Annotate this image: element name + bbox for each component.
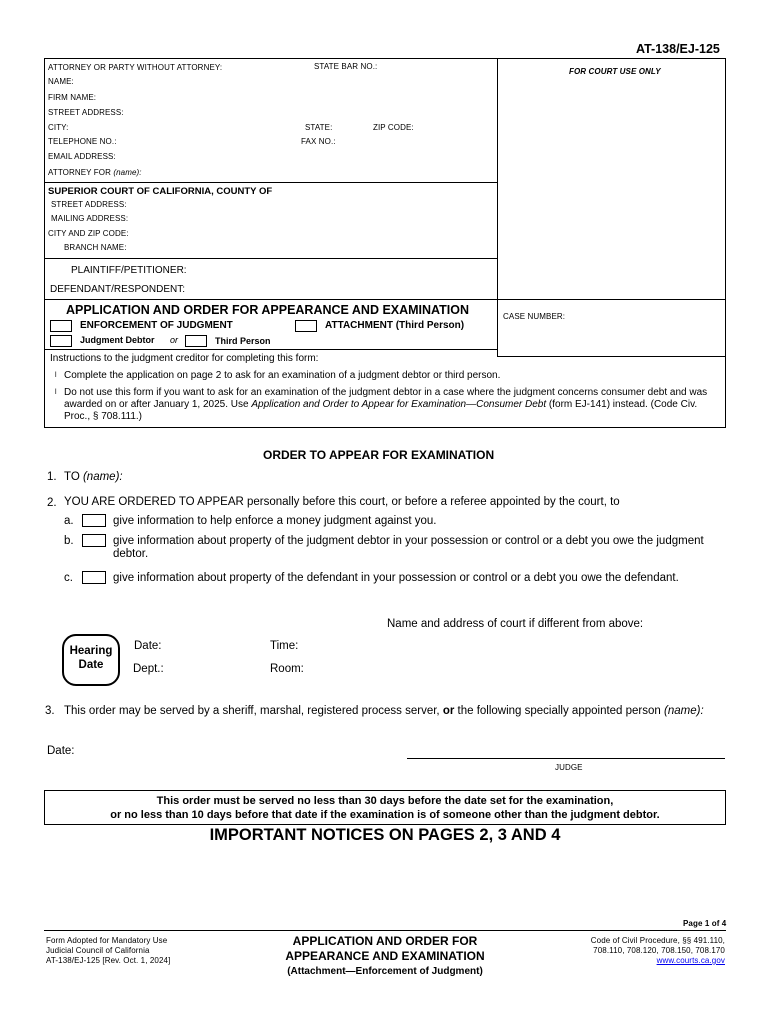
defendant-label[interactable]: DEFENDANT/RESPONDENT: [50, 284, 186, 295]
court-city-label[interactable]: CITY AND ZIP CODE: [48, 229, 129, 238]
form-adopted [46, 936, 170, 966]
instruction-2-form-title: Application and Order to Appear for Examination—Consumer Debt [251, 399, 547, 410]
hearing-time-label[interactable]: Time: [270, 640, 299, 652]
item-c-label: c. [64, 572, 73, 584]
street-label[interactable]: STREET ADDRESS: [48, 108, 124, 117]
item-b-line1: give information about property of the judgment debtor in your possession or control or a debt you owe the judgment [113, 535, 704, 547]
instruction-2-line2-a: awarded on or after January 1, 2025. Use [64, 399, 252, 410]
attorney-for-name: (name): [113, 168, 142, 177]
item-b-label: b. [64, 535, 74, 547]
plaintiff-label[interactable]: PLAINTIFF/PETITIONER: [71, 265, 187, 276]
item-2-number: 2. [47, 497, 57, 509]
hearing-room-label[interactable]: Room: [270, 663, 304, 675]
fax-label[interactable]: FAX NO.: [301, 137, 336, 146]
notice-line2: or no less than 10 days before that date if the examination is of someone other than the judgment debtor. [110, 809, 660, 821]
case-number-label[interactable]: CASE NUMBER: [503, 312, 566, 321]
third-person-checkbox[interactable] [185, 335, 207, 347]
bullet-1: l [55, 372, 57, 379]
judge-signature-line[interactable] [407, 758, 725, 759]
app-title: APPLICATION AND ORDER FOR APPEARANCE AND EXAMINATION [66, 303, 470, 317]
attorney-for-label[interactable] [48, 168, 142, 177]
court-use-divider [497, 58, 498, 356]
item-3-number: 3. [45, 705, 55, 717]
code-references [591, 936, 725, 966]
item-c-text: give information about property of the defendant in your possession or control or a debt you owe the defendant. [113, 572, 679, 584]
court-mailing-label[interactable]: MAILING ADDRESS: [51, 214, 129, 223]
item-c-checkbox[interactable] [82, 571, 106, 584]
judgment-debtor-checkbox[interactable] [50, 335, 72, 347]
email-label[interactable]: EMAIL ADDRESS: [48, 152, 116, 161]
form-number: AT-138/EJ-125 [636, 42, 720, 56]
hearing-date-label[interactable]: Date: [134, 640, 162, 652]
order-heading: ORDER TO APPEAR FOR EXAMINATION [263, 448, 495, 462]
judge-label: JUDGE [555, 763, 583, 772]
third-person-label: Third Person [215, 336, 271, 346]
item-3-text-b: the following specially appointed person [454, 705, 665, 717]
notice-line1: This order must be served no less than 30 days before the date set for the examination, [156, 795, 614, 807]
zip-label[interactable]: ZIP CODE: [373, 123, 414, 132]
item-b-text [113, 535, 713, 560]
state-label[interactable]: STATE: [305, 123, 333, 132]
court-title: SUPERIOR COURT OF CALIFORNIA, COUNTY OF [48, 186, 273, 197]
city-label[interactable]: CITY: [48, 123, 69, 132]
code-line2: 708.110, 708.120, 708.150, 708.170 [593, 946, 725, 955]
branch-label[interactable]: BRANCH NAME: [64, 243, 127, 252]
footer-title [235, 934, 535, 979]
hearing-date-badge [62, 634, 120, 686]
firm-label[interactable]: FIRM NAME: [48, 93, 97, 102]
item-3-text-a: This order may be served by a sheriff, marshal, registered process server, [64, 705, 443, 717]
item-1-name-label: (name): [82, 471, 123, 483]
important-notice: IMPORTANT NOTICES ON PAGES 2, 3 AND 4 [209, 826, 561, 844]
item-a-label: a. [64, 515, 74, 527]
attorney-label: ATTORNEY OR PARTY WITHOUT ATTORNEY: [48, 63, 223, 72]
instruction-1: Complete the application on page 2 to ask for an examination of a judgment debtor or third person. [64, 370, 501, 381]
footer-title-line2: APPEARANCE AND EXAMINATION [285, 949, 485, 963]
instructions-heading: Instructions to the judgment creditor for completing this form: [50, 353, 319, 364]
hearing-dept-label[interactable]: Dept.: [133, 663, 164, 675]
or-label: or [170, 335, 179, 345]
courts-website-link[interactable]: www.courts.ca.gov [656, 956, 725, 965]
name-label[interactable]: NAME: [48, 77, 74, 86]
sign-date-label[interactable]: Date: [47, 745, 75, 757]
judgment-debtor-label: Judgment Debtor [80, 335, 155, 345]
instruction-2 [64, 387, 724, 422]
item-1-to: TO [64, 471, 83, 483]
form-adopted-line3: AT-138/EJ-125 [Rev. Oct. 1, 2024] [46, 956, 171, 965]
item-3-name-label: (name): [664, 705, 704, 717]
attachment-label: ATTACHMENT (Third Person) [325, 320, 465, 331]
hearing-line1: Hearing [69, 645, 113, 657]
form-adopted-line2: Judicial Council of California [46, 946, 150, 955]
form-adopted-line1: Form Adopted for Mandatory Use [46, 936, 168, 945]
bullet-2: l [55, 389, 57, 396]
enforcement-checkbox[interactable] [50, 320, 72, 332]
instruction-2-line3: Proc., § 708.111.) [64, 411, 143, 422]
attachment-checkbox[interactable] [295, 320, 317, 332]
state-bar-label: STATE BAR NO.: [314, 62, 378, 71]
hearing-line2: Date [78, 659, 104, 671]
footer-title-line1: APPLICATION AND ORDER FOR [292, 934, 478, 948]
item-a-text: give information to help enforce a money judgment against you. [113, 515, 437, 527]
phone-label[interactable]: TELEPHONE NO.: [48, 137, 117, 146]
item-a-checkbox[interactable] [82, 514, 106, 527]
instruction-2-line2-c: (form EJ-141) instead. (Code Civ. [546, 399, 698, 410]
item-1-number: 1. [47, 471, 57, 483]
court-street-label[interactable]: STREET ADDRESS: [51, 200, 127, 209]
instruction-2-line1: Do not use this form if you want to ask for an examination of the judgment debtor in a case where the judgment concerns consumer debt and was [64, 387, 708, 398]
item-1-text[interactable] [64, 471, 123, 483]
code-line1: Code of Civil Procedure, §§ 491.110, [590, 936, 725, 945]
item-b-line2: debtor. [113, 548, 149, 560]
enforcement-label: ENFORCEMENT OF JUDGMENT [80, 320, 233, 331]
page-number: Page 1 of 4 [683, 919, 727, 928]
attorney-for-text: ATTORNEY FOR [48, 168, 111, 177]
item-b-checkbox[interactable] [82, 534, 106, 547]
court-use-label: FOR COURT USE ONLY [569, 67, 661, 76]
item-3-or: or [442, 705, 455, 717]
item-3-text[interactable] [64, 705, 704, 717]
court-address-label: Name and address of court if different from above: [387, 618, 644, 630]
footer-title-line3: (Attachment—Enforcement of Judgment) [287, 966, 483, 977]
instruction-2-line2 [64, 399, 724, 410]
item-2-text: YOU ARE ORDERED TO APPEAR personally before this court, or before a referee appointed by the court, to [64, 496, 620, 508]
